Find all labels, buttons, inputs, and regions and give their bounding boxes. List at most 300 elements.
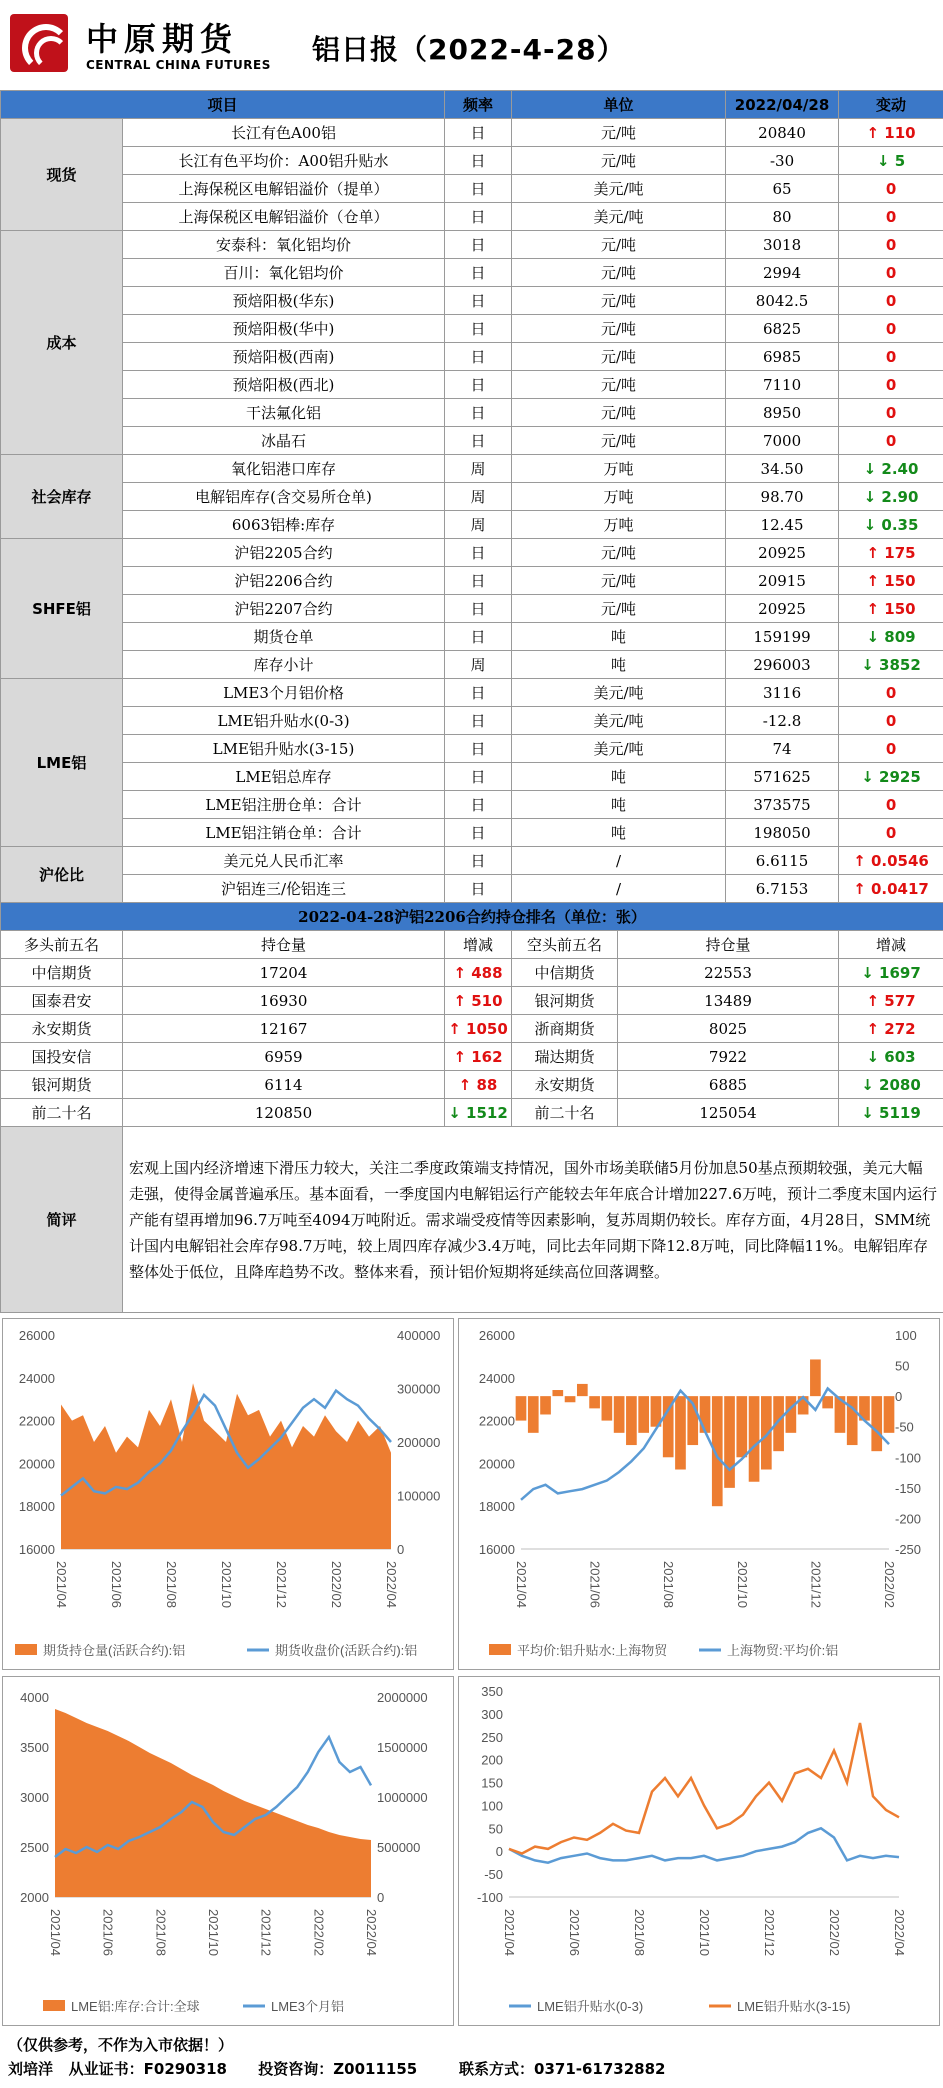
chart-lme-stock-price (2, 1676, 454, 2026)
y-tick-label-right: 200000 (397, 1435, 441, 1450)
item-frequency: 日 (445, 735, 512, 763)
x-tick-label: 2022/04 (892, 1909, 907, 1956)
item-value: 20840 (726, 119, 839, 147)
y-tick-label-left: 200 (481, 1752, 503, 1768)
bar (614, 1396, 625, 1433)
item-unit: 万吨 (512, 455, 726, 483)
short-broker: 浙商期货 (512, 1015, 618, 1043)
item-value: 20915 (726, 567, 839, 595)
item-name: 沪铝连三/伦铝连三 (123, 875, 445, 903)
y-tick-label-right: 0 (377, 1890, 385, 1905)
item-unit: 元/吨 (512, 287, 726, 315)
table-row (1, 595, 943, 623)
legend-swatch (489, 1644, 511, 1655)
bar (822, 1396, 833, 1408)
short-change: ↑ 577 (839, 987, 943, 1015)
item-frequency: 日 (445, 175, 512, 203)
item-name: 沪铝2207合约 (123, 595, 445, 623)
x-tick-label: 2021/08 (153, 1909, 169, 1956)
short-broker: 瑞达期货 (512, 1043, 618, 1071)
y-tick-label-right: 0 (895, 1389, 903, 1405)
item-unit: 吨 (512, 791, 726, 819)
item-frequency: 周 (445, 511, 512, 539)
bar (577, 1384, 588, 1396)
item-frequency: 日 (445, 679, 512, 707)
long-change: ↑ 1050 (445, 1015, 512, 1043)
item-frequency: 日 (445, 119, 512, 147)
long-change: ↑ 162 (445, 1043, 512, 1071)
x-tick-label: 2022/02 (311, 1909, 327, 1956)
item-name: 氧化铝港口库存 (123, 455, 445, 483)
item-value: 34.50 (726, 455, 839, 483)
item-value: 74 (726, 735, 839, 763)
item-frequency: 日 (445, 623, 512, 651)
item-frequency: 日 (445, 259, 512, 287)
item-value: 571625 (726, 763, 839, 791)
item-name: 长江有色A00铝 (123, 119, 445, 147)
line-series (509, 1723, 899, 1854)
item-unit: 美元/吨 (512, 707, 726, 735)
legend-label: LME铝升贴水(3-15) (737, 1999, 851, 2014)
table-row (1, 511, 943, 539)
x-tick-label: 2022/02 (329, 1561, 344, 1608)
x-tick-label: 2021/10 (697, 1909, 712, 1956)
x-tick-label: 2021/12 (258, 1909, 274, 1956)
x-tick-label: 2021/10 (734, 1561, 750, 1608)
item-unit: 吨 (512, 623, 726, 651)
y-tick-label-left: 24000 (18, 1370, 55, 1386)
chart-shfe-position-price (2, 1318, 454, 1670)
item-frequency: 日 (445, 819, 512, 847)
legend-label: 平均价:铝升贴水:上海物贸 (517, 1643, 668, 1658)
bar (565, 1396, 576, 1402)
area-series (61, 1383, 391, 1549)
ranking-row (1, 1071, 943, 1099)
item-frequency: 日 (445, 315, 512, 343)
table-row (1, 399, 943, 427)
item-frequency: 日 (445, 427, 512, 455)
item-change: 0 (839, 735, 943, 763)
long-broker: 中信期货 (1, 959, 123, 987)
item-change: ↓ 0.35 (839, 511, 943, 539)
long-change: ↑ 88 (445, 1071, 512, 1099)
item-name: LME铝升贴水(0-3) (123, 707, 445, 735)
x-tick-label: 2021/04 (502, 1909, 517, 1956)
long-broker: 永安期货 (1, 1015, 123, 1043)
ranking-header-short-pos: 持仓量 (618, 931, 839, 959)
report-header (0, 0, 943, 90)
y-tick-label-left: 4000 (20, 1690, 49, 1705)
table-row (1, 707, 943, 735)
ranking-row (1, 1015, 943, 1043)
y-tick-label-right: 1500000 (377, 1740, 428, 1755)
item-value: 6825 (726, 315, 839, 343)
item-name: 电解铝库存(含交易所仓单) (123, 483, 445, 511)
bar (626, 1396, 637, 1445)
short-change: ↓ 1697 (839, 959, 943, 987)
item-unit: 美元/吨 (512, 175, 726, 203)
y-tick-label-left: 18000 (18, 1499, 55, 1515)
item-frequency: 日 (445, 595, 512, 623)
item-change: ↑ 175 (839, 539, 943, 567)
y-tick-label-right: -150 (895, 1480, 922, 1496)
y-tick-label-right: -100 (895, 1450, 922, 1466)
table-row (1, 343, 943, 371)
item-unit: 万吨 (512, 483, 726, 511)
y-tick-label-left: 0 (495, 1844, 503, 1860)
short-broker: 银河期货 (512, 987, 618, 1015)
category-label: 成本 (1, 231, 123, 455)
bar (516, 1396, 527, 1420)
item-unit: 元/吨 (512, 371, 726, 399)
x-tick-label: 2021/08 (661, 1561, 677, 1608)
ranking-header-long-chg: 增减 (445, 931, 512, 959)
area-series (55, 1709, 371, 1897)
header-item: 项目 (1, 91, 445, 119)
table-row (1, 371, 943, 399)
item-value: -30 (726, 147, 839, 175)
item-unit: 吨 (512, 651, 726, 679)
y-tick-label-left: 350 (481, 1684, 503, 1699)
item-change: 0 (839, 343, 943, 371)
ranking-title-row (1, 903, 943, 931)
report-title: 铝日报（2022-4-28） (312, 33, 626, 66)
short-broker: 前二十名 (512, 1099, 618, 1127)
item-change: ↓ 809 (839, 623, 943, 651)
short-change: ↓ 603 (839, 1043, 943, 1071)
table-row (1, 623, 943, 651)
table-row (1, 119, 943, 147)
legend-label: 期货持仓量(活跃合约):铝 (43, 1643, 186, 1658)
ranking-row (1, 959, 943, 987)
y-tick-label-left: 2000 (20, 1890, 49, 1905)
item-unit: 吨 (512, 763, 726, 791)
table-row (1, 315, 943, 343)
legend-swatch (15, 1644, 37, 1655)
y-tick-label-right: 400000 (397, 1328, 441, 1343)
table-row (1, 539, 943, 567)
x-tick-label: 2021/04 (48, 1909, 63, 1956)
item-name: 沪铝2205合约 (123, 539, 445, 567)
disclaimer-text: （仅供参考，不作为入市依据！） (8, 2036, 234, 2054)
x-tick-label: 2021/06 (567, 1909, 582, 1956)
item-name: 沪铝2206合约 (123, 567, 445, 595)
item-name: LME铝注册仓单：合计 (123, 791, 445, 819)
bar (786, 1396, 797, 1433)
y-tick-label-left: 16000 (18, 1542, 55, 1557)
y-tick-label-left: 100 (481, 1798, 503, 1814)
chart-lme-spreads (458, 1676, 940, 2026)
short-position: 13489 (618, 987, 839, 1015)
y-tick-label-right: 1000000 (377, 1790, 428, 1805)
table-row (1, 679, 943, 707)
item-value: 296003 (726, 651, 839, 679)
bar (589, 1396, 600, 1408)
item-unit: 元/吨 (512, 399, 726, 427)
y-tick-label-left: 26000 (478, 1328, 515, 1343)
y-tick-label-left: 50 (488, 1821, 503, 1837)
item-value: 6985 (726, 343, 839, 371)
bar (847, 1396, 858, 1445)
item-value: 373575 (726, 791, 839, 819)
comment-label: 简评 (1, 1127, 123, 1313)
header-date: 2022/04/28 (726, 91, 839, 119)
table-row (1, 763, 943, 791)
item-value: 65 (726, 175, 839, 203)
bar (724, 1396, 735, 1488)
item-unit: 元/吨 (512, 315, 726, 343)
long-broker: 国泰君安 (1, 987, 123, 1015)
chart-shanghai-premium-price (458, 1318, 940, 1670)
y-tick-label-left: 26000 (18, 1328, 55, 1343)
ranking-header-long: 多头前五名 (1, 931, 123, 959)
item-unit: 吨 (512, 819, 726, 847)
item-value: 3018 (726, 231, 839, 259)
short-position: 6885 (618, 1071, 839, 1099)
item-frequency: 日 (445, 147, 512, 175)
item-unit: 元/吨 (512, 427, 726, 455)
item-name: 预焙阳极(西南) (123, 343, 445, 371)
item-change: 0 (839, 399, 943, 427)
item-frequency: 周 (445, 455, 512, 483)
short-change: ↓ 5119 (839, 1099, 943, 1127)
item-value: 2994 (726, 259, 839, 287)
table-row (1, 483, 943, 511)
bar (540, 1396, 551, 1414)
table-row (1, 203, 943, 231)
contact-info: 刘培洋 从业证书：F0290318 投资咨询：Z0011155 联系方式：0371-61732882 (8, 2060, 666, 2078)
item-unit: 美元/吨 (512, 679, 726, 707)
item-name: LME铝升贴水(3-15) (123, 735, 445, 763)
short-change: ↑ 272 (839, 1015, 943, 1043)
company-logo-icon (10, 14, 68, 72)
table-row (1, 231, 943, 259)
y-tick-label-right: -200 (895, 1511, 922, 1527)
bar (884, 1396, 895, 1433)
item-name: 期货仓单 (123, 623, 445, 651)
y-tick-label-right: 0 (397, 1542, 405, 1557)
item-unit: 元/吨 (512, 231, 726, 259)
table-row (1, 455, 943, 483)
long-broker: 前二十名 (1, 1099, 123, 1127)
item-frequency: 日 (445, 847, 512, 875)
item-name: 美元兑人民币汇率 (123, 847, 445, 875)
short-position: 7922 (618, 1043, 839, 1071)
bar (749, 1396, 760, 1482)
long-position: 17204 (123, 959, 445, 987)
legend-label: 期货收盘价(活跃合约):铝 (275, 1643, 418, 1658)
table-row (1, 651, 943, 679)
table-row (1, 875, 943, 903)
item-unit: 元/吨 (512, 119, 726, 147)
item-change: 0 (839, 287, 943, 315)
y-tick-label-left: 250 (481, 1729, 503, 1745)
table-row (1, 147, 943, 175)
item-value: 20925 (726, 539, 839, 567)
header-unit: 单位 (512, 91, 726, 119)
ranking-header-long-pos: 持仓量 (123, 931, 445, 959)
y-tick-label-right: 300000 (397, 1381, 441, 1397)
item-name: 库存小计 (123, 651, 445, 679)
item-frequency: 日 (445, 371, 512, 399)
y-tick-label-left: 150 (481, 1775, 503, 1791)
item-change: ↓ 5 (839, 147, 943, 175)
long-position: 12167 (123, 1015, 445, 1043)
item-change: ↓ 2.90 (839, 483, 943, 511)
item-value: 198050 (726, 819, 839, 847)
item-unit: / (512, 875, 726, 903)
x-tick-label: 2022/04 (364, 1909, 379, 1956)
long-position: 6114 (123, 1071, 445, 1099)
x-tick-label: 2021/06 (109, 1561, 124, 1608)
item-change: ↑ 0.0417 (839, 875, 943, 903)
x-tick-label: 2021/12 (762, 1909, 777, 1956)
item-value: 7000 (726, 427, 839, 455)
y-tick-label-left: 2500 (20, 1840, 49, 1855)
table-row (1, 847, 943, 875)
y-tick-label-right: 500000 (377, 1840, 421, 1855)
item-change: ↑ 0.0546 (839, 847, 943, 875)
item-change: 0 (839, 371, 943, 399)
table-row (1, 427, 943, 455)
item-name: 上海保税区电解铝溢价（仓单） (123, 203, 445, 231)
brand-name-cn: 中原期货 (86, 20, 239, 58)
item-value: 6.6115 (726, 847, 839, 875)
bar (675, 1396, 686, 1469)
item-name: 干法氟化铝 (123, 399, 445, 427)
item-name: 上海保税区电解铝溢价（提单） (123, 175, 445, 203)
x-tick-label: 2021/12 (808, 1561, 824, 1608)
item-frequency: 日 (445, 567, 512, 595)
item-name: 预焙阳极(西北) (123, 371, 445, 399)
x-tick-label: 2021/12 (274, 1561, 289, 1608)
item-frequency: 日 (445, 343, 512, 371)
item-value: 3116 (726, 679, 839, 707)
item-value: 6.7153 (726, 875, 839, 903)
header-frequency: 频率 (445, 91, 512, 119)
x-tick-label: 2021/08 (632, 1909, 647, 1956)
table-row (1, 287, 943, 315)
category-label: 沪伦比 (1, 847, 123, 903)
ranking-header-short: 空头前五名 (512, 931, 618, 959)
y-tick-label-right: 100000 (397, 1488, 441, 1504)
table-row (1, 567, 943, 595)
item-change: 0 (839, 259, 943, 287)
short-position: 8025 (618, 1015, 839, 1043)
x-tick-label: 2022/04 (384, 1561, 399, 1608)
item-name: 百川：氧化铝均价 (123, 259, 445, 287)
ranking-header-row (1, 931, 943, 959)
table-row (1, 735, 943, 763)
item-change: 0 (839, 707, 943, 735)
item-change: ↑ 150 (839, 595, 943, 623)
item-unit: 元/吨 (512, 147, 726, 175)
item-unit: 元/吨 (512, 567, 726, 595)
charts-section (0, 1312, 943, 2028)
y-tick-label-right: 2000000 (377, 1690, 428, 1705)
category-label: 社会库存 (1, 455, 123, 539)
bar (552, 1390, 563, 1396)
item-unit: 万吨 (512, 511, 726, 539)
bar (700, 1396, 711, 1433)
x-tick-label: 2021/06 (587, 1561, 603, 1608)
item-name: 预焙阳极(华东) (123, 287, 445, 315)
legend-label: LME铝:库存:合计:全球 (71, 1999, 200, 2014)
item-frequency: 日 (445, 399, 512, 427)
table-row (1, 175, 943, 203)
y-tick-label-left: 3500 (20, 1740, 49, 1755)
item-change: ↓ 3852 (839, 651, 943, 679)
y-tick-label-left: 300 (481, 1706, 503, 1722)
y-tick-label-left: -100 (476, 1890, 503, 1905)
y-tick-label-left: 18000 (478, 1499, 515, 1515)
table-row (1, 259, 943, 287)
item-frequency: 日 (445, 875, 512, 903)
x-tick-label: 2021/10 (206, 1909, 221, 1956)
item-value: 8042.5 (726, 287, 839, 315)
y-tick-label-left: -50 (484, 1867, 503, 1883)
legend-label: LME铝升贴水(0-3) (537, 1999, 644, 2014)
item-change: ↑ 110 (839, 119, 943, 147)
item-change: 0 (839, 819, 943, 847)
long-change: ↑ 510 (445, 987, 512, 1015)
y-tick-label-left: 20000 (478, 1456, 515, 1472)
item-name: 长江有色平均价：A00铝升贴水 (123, 147, 445, 175)
y-tick-label-left: 22000 (478, 1413, 515, 1429)
item-change: 0 (839, 203, 943, 231)
header-change: 变动 (839, 91, 943, 119)
bar (810, 1359, 821, 1396)
item-change: 0 (839, 427, 943, 455)
item-name: 6063铝棒:库存 (123, 511, 445, 539)
item-change: 0 (839, 231, 943, 259)
legend-label: LME3个月铝 (271, 1999, 344, 2014)
item-change: ↑ 150 (839, 567, 943, 595)
item-name: 冰晶石 (123, 427, 445, 455)
x-tick-label: 2021/06 (100, 1909, 116, 1956)
long-position: 16930 (123, 987, 445, 1015)
item-frequency: 周 (445, 483, 512, 511)
item-change: 0 (839, 679, 943, 707)
ranking-row (1, 987, 943, 1015)
item-unit: 美元/吨 (512, 735, 726, 763)
item-name: LME铝注销仓单：合计 (123, 819, 445, 847)
item-name: LME铝总库存 (123, 763, 445, 791)
table-row (1, 791, 943, 819)
item-name: LME3个月铝价格 (123, 679, 445, 707)
ranking-title: 2022-04-28沪铝2206合约持仓排名（单位：张） (1, 903, 943, 931)
long-change: ↓ 1512 (445, 1099, 512, 1127)
item-change: ↓ 2925 (839, 763, 943, 791)
item-unit: 美元/吨 (512, 203, 726, 231)
bar (602, 1396, 613, 1420)
legend-label: 上海物贸:平均价:铝 (727, 1643, 839, 1658)
item-unit: 元/吨 (512, 539, 726, 567)
long-position: 6959 (123, 1043, 445, 1071)
item-frequency: 周 (445, 651, 512, 679)
category-label: 现货 (1, 119, 123, 231)
comment-text: 宏观上国内经济增速下滑压力较大，关注二季度政策端支持情况，国外市场美联储5月份加息50基点预期较强，美元大幅走强，使得金属普遍承压。基本面看，一季度国内电解铝运行产能较去年年底合计增加227.6万吨，预计二季度末国内运行产能有望再增加96.7万吨至4094万吨附近。需求端受疫情等因素影响，复苏周期仍较长。库存方面，4月28日，SMM统计国内电解铝社会库存98.7万吨，较上周四库存减少3.4万吨，同比去年同期下降12.8万吨，同比降幅11%。电解铝库存整体处于低位，且降库趋势不改。整体来看，预计铝价短期将延续高位回落调整。 (123, 1127, 943, 1313)
bar (638, 1396, 649, 1433)
item-value: 8950 (726, 399, 839, 427)
item-unit: / (512, 847, 726, 875)
item-name: 安泰科：氧化铝均价 (123, 231, 445, 259)
item-frequency: 日 (445, 763, 512, 791)
item-name: 预焙阳极(华中) (123, 315, 445, 343)
long-broker: 银河期货 (1, 1071, 123, 1099)
category-label: SHFE铝 (1, 539, 123, 679)
item-value: 7110 (726, 371, 839, 399)
